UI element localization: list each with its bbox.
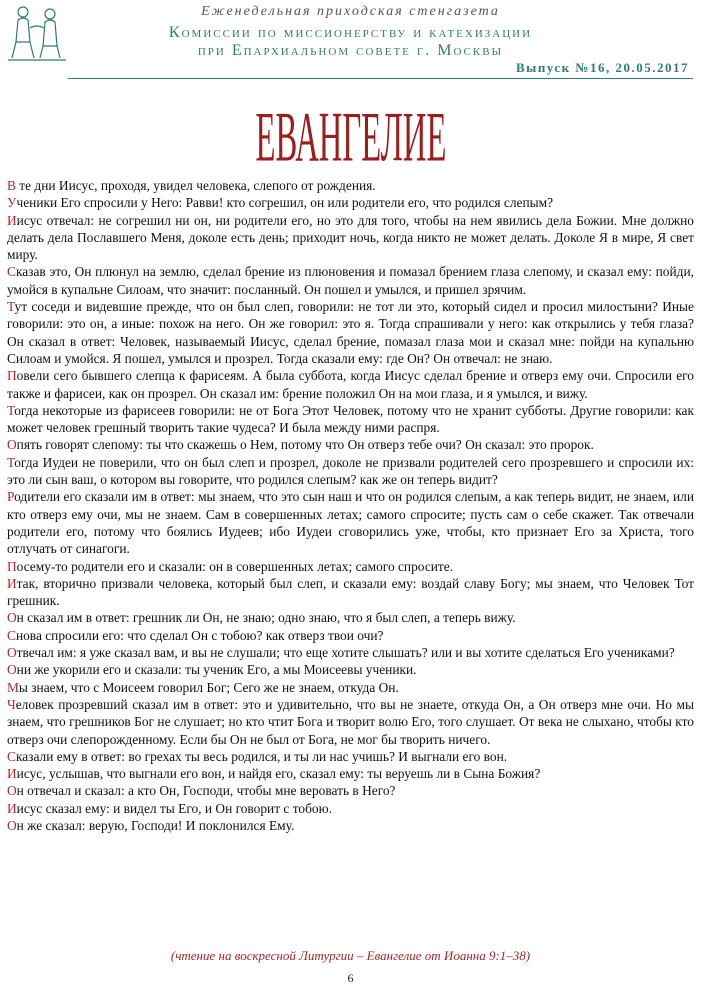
- paragraph-text: овели сего бывшего слепца к фарисеям. А была суббота, когда Иисус сделал брение и отверз ему очи. Спросили его также и фарисеи, как он прозрел. Он сказал им: брение положил Он на мои глаза, и я умылся, и вижу.: [7, 368, 694, 401]
- gospel-paragraph: [7, 696, 694, 748]
- paragraph-initial: С: [7, 627, 16, 643]
- gospel-paragraph: [7, 782, 694, 799]
- paragraph-initial: П: [7, 558, 17, 574]
- paragraph-text: исус, услышав, что выгнали его вон, и найдя его, сказал ему: ты веруешь ли в Сына Божия?: [16, 766, 541, 782]
- paragraph-initial: Р: [7, 489, 15, 505]
- paragraph-initial: И: [7, 212, 17, 228]
- page-title-text: ЕВАНГЕЛИЕ: [255, 96, 446, 177]
- paragraph-text: те дни Иисус, проходя, увидел человека, слепого от рождения.: [15, 178, 376, 193]
- paragraph-initial: П: [7, 368, 17, 384]
- paragraph-text: так, вторично призвали человека, который был слеп, и сказали ему: воздай славу Богу; мы знаем, что Человек Тот грешник.: [7, 575, 694, 609]
- header-commission: Комиссии по миссионерству и катехизации: [168, 24, 533, 41]
- gospel-paragraph: [7, 454, 694, 489]
- paragraph-initial: И: [7, 575, 17, 591]
- paragraph-text: н сказал им в ответ: грешник ли Он, не знаю; одно знаю, что я был слеп, а теперь вижу.: [16, 610, 516, 626]
- paragraph-initial: М: [7, 679, 19, 695]
- paragraph-initial: В: [7, 178, 16, 193]
- reading-caption: (чтение на воскресной Литургии – Евангелие от Иоанна 9:1–38): [170, 948, 531, 963]
- gospel-paragraph: [7, 488, 694, 557]
- paragraph-text: исус отвечал: не согрешил ни он, ни родители его, но это для того, чтобы на нем явились дела Божии. Мне должно делать дела Пославшего Меня, доколе есть день; приходит ночь, когда никто не может делать. Доколе Я в мире, Я свет миру.: [7, 212, 694, 263]
- gospel-paragraph: [7, 679, 694, 696]
- paragraph-text: огда Иудеи не поверили, что он был слеп и прозрел, доколе не призвали родителей сего прозревшего и спросили их: это ли сын ваш, о котором вы говорите, что родился слепым? как же он теперь видит?: [7, 454, 694, 488]
- paragraph-initial: О: [7, 662, 17, 678]
- paragraph-text: ы знаем, что с Моисеем говорил Бог; Сего же не знаем, откуда Он.: [18, 679, 399, 695]
- gospel-paragraph: [7, 748, 694, 765]
- header-divider: [68, 78, 693, 79]
- gospel-paragraph: [7, 575, 694, 610]
- gospel-paragraph: [7, 609, 694, 626]
- paragraph-initial: О: [7, 783, 17, 799]
- paragraph-text: ченики Его спросили у Него: Равви! кто согрешил, он или родители его, что родился слепым?: [16, 195, 554, 211]
- paragraph-text: н же сказал: верую, Господи! И поклонился Ему.: [16, 817, 295, 833]
- gospel-text: [7, 177, 694, 834]
- paragraph-text: нова спросили его: что сделал Он с тобою? как отверз твои очи?: [15, 627, 384, 643]
- paragraph-initial: У: [7, 195, 17, 211]
- paragraph-initial: О: [7, 645, 17, 661]
- gospel-paragraph: [7, 263, 694, 298]
- paragraph-text: еловек прозревший сказал им в ответ: это и удивительно, что вы не знаете, откуда Он, а Он отверз мне очи. Но мы знаем, что грешников Бог не слушает; но кто чтит Бога и творит волю Его, того слушает. От века не слыхано, чтобы кто отверз очи слепорожденному. Если бы Он не был от Бога, не мог бы творить ничего.: [7, 696, 694, 747]
- gospel-paragraph: [7, 817, 694, 834]
- paragraph-initial: Т: [7, 402, 15, 418]
- gospel-paragraph: [7, 644, 694, 661]
- gospel-paragraph: [7, 402, 694, 437]
- gospel-paragraph: [7, 627, 694, 644]
- paragraph-text: исус сказал ему: и видел ты Его, и Он говорит с тобою.: [16, 800, 332, 816]
- page-title-lettering: [231, 96, 471, 176]
- paragraph-initial: И: [7, 766, 17, 782]
- paragraph-text: казав это, Он плюнул на землю, сделал брение из плюновения и помазал брением глаза слепому, и сказал ему: пойди, умойся в купальне Силоам, что значит: посланный. Он пошел и умылся, и пришел зрячим.: [7, 264, 694, 297]
- paragraph-initial: Т: [7, 454, 15, 470]
- page-number: 6: [347, 971, 354, 985]
- paragraph-text: твечал им: я уже сказал вам, и вы не слушали; что еще хотите слышать? или и вы хотите сделаться Его учениками?: [16, 645, 675, 661]
- gospel-paragraph: [7, 661, 694, 678]
- paragraph-text: ут соседи и видевшие прежде, что он был слеп, говорили: не тот ли это, который сидел и просил милостыни? Иные говорили: это он, а иные: похож на него. Он же говорил: это я. Тогда спрашивали у него: как открылись у тебя глаза? Он сказал в ответ: Человек, называемый Иисус, сделал брение, помазал глаза мои и сказал мне: пойди на купальню Силоам и умойся. Я пошел, умылся и прозрел. Тогда сказали ему: где Он? Он отвечал: не знаю.: [7, 299, 694, 366]
- paragraph-text: пять говорят слепому: ты что скажешь о Нем, потому что Он отверз тебе очи? Он сказал: это пророк.: [16, 437, 594, 453]
- paragraph-initial: С: [7, 748, 16, 764]
- paragraph-initial: О: [7, 610, 17, 626]
- paragraph-text: осему-то родители его и сказали: он в совершенных летах; самого спросите.: [16, 558, 454, 574]
- paragraph-text: казали ему в ответ: во грехах ты весь родился, и ты ли нас учишь? И выгнали его вон.: [15, 748, 508, 764]
- paragraph-initial: Ч: [7, 696, 16, 712]
- paragraph-text: огда некоторые из фарисеев говорили: не от Бога Этот Человек, потому что не хранит субботы. Другие говорили: как может человек грешный творить такие чудеса? И была между ними распря.: [7, 402, 694, 436]
- gospel-paragraph: [7, 194, 694, 211]
- gospel-paragraph: [7, 436, 694, 453]
- gospel-paragraph: [7, 212, 694, 264]
- gospel-paragraph: [7, 367, 694, 402]
- paragraph-initial: И: [7, 800, 17, 816]
- header-tagline: Еженедельная приходская стенгазета: [201, 4, 500, 19]
- gospel-paragraph: [7, 765, 694, 782]
- issue-number: Выпуск №16, 20.05.2017: [516, 60, 689, 75]
- paragraph-text: одители его сказали им в ответ: мы знаем, что это сын наш и что он родился слепым, а как теперь видит, не знаем, или кто отверз ему очи, мы не знаем. Сам в совершенных летах; самого спросите; пусть сам о себе скажет. Так отвечали родители его, потому что боялись Иудеев; ибо Иудеи сговорились уже, чтобы, кто признает Его за Христа, того отлучать от синагоги.: [7, 489, 694, 557]
- gospel-paragraph: [7, 800, 694, 817]
- paragraph-initial: Т: [7, 299, 15, 315]
- header-council: при Епархиальном совете г. Москвы: [197, 42, 504, 59]
- masthead: [0, 0, 701, 90]
- gospel-paragraph: [7, 298, 694, 367]
- page-title: [0, 96, 701, 180]
- paragraph-text: ни же укорили его и сказали: ты ученик Его, а мы Моисеевы ученики.: [16, 662, 417, 678]
- paragraph-text: н отвечал и сказал: а кто Он, Господи, чтобы мне веровать в Него?: [16, 783, 396, 799]
- paragraph-initial: О: [7, 817, 17, 833]
- gospel-paragraph: [7, 558, 694, 575]
- gospel-paragraph: [7, 177, 694, 194]
- paragraph-initial: О: [7, 437, 17, 453]
- paragraph-initial: С: [7, 264, 16, 280]
